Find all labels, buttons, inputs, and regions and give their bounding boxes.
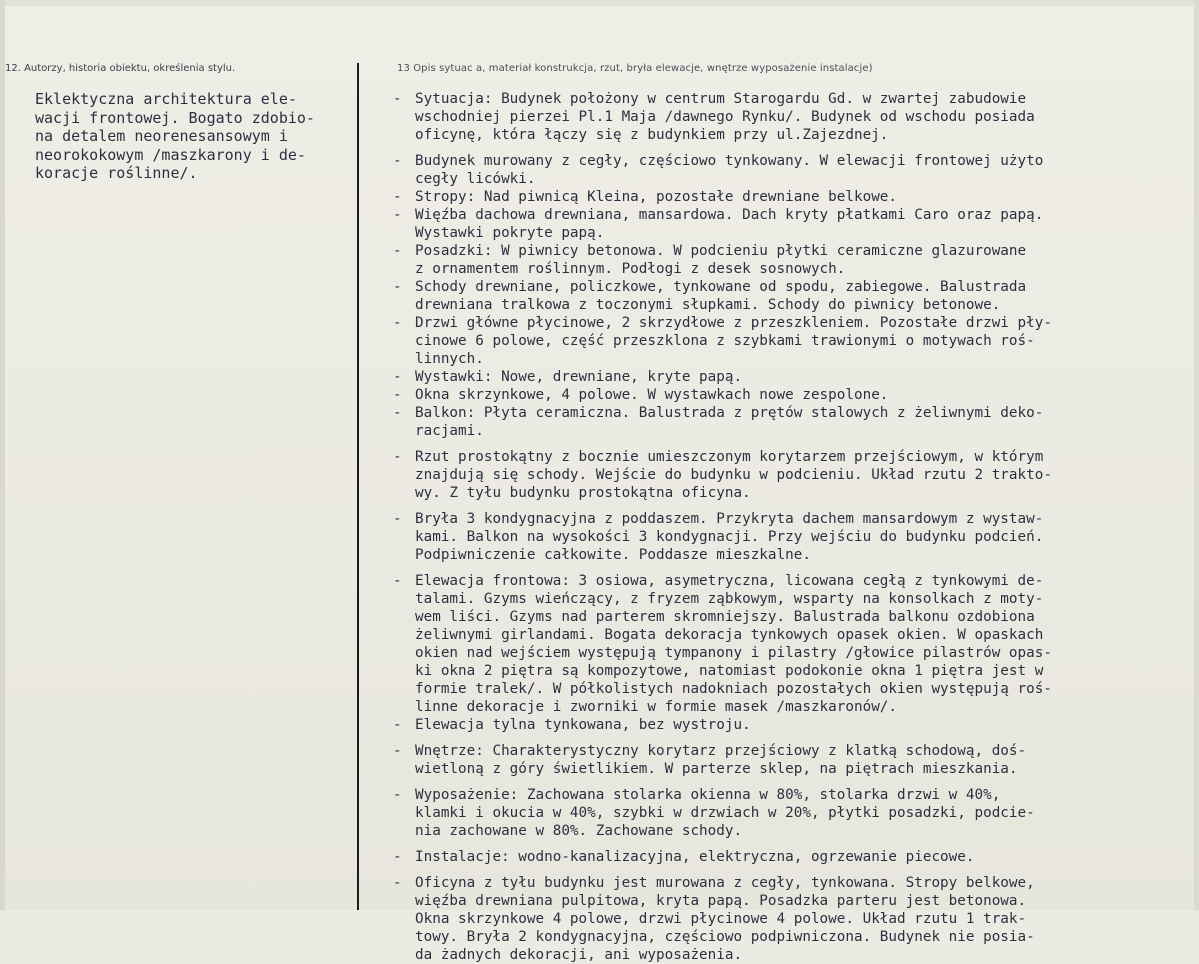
entry-spacer xyxy=(393,144,1183,152)
entry-spacer xyxy=(393,840,1183,848)
entry-dash: - xyxy=(393,875,402,891)
entry-dash: - xyxy=(393,315,402,331)
entry-spacer xyxy=(393,734,1183,742)
entry-text: Elewacja frontowa: 3 osiowa, asymetryczna, licowana cegłą z tynkowymi de- talami. Gzyms wieńczący, z fryzem ząbkowym, wsparty na konsolkach z moty- wem liści. Gzyms nad parterem skromniejszy. Balustrada balkonu ozdobiona żeliwnymi girlandami. Bogata dekoracja tynkowych opasek okien. W opaskach okien nad wejściem występują tympanony i pilastry /głowice pilastrów opas- ki okna 2 piętra są kompozytowe, natomiast podokonie okna 1 piętra jest w formie tralek/. W półkolistych nadokniach pozostałych okien występują roś- linne dekoracje i zworniki w formie masek /maszkaronów/. xyxy=(415,573,1052,715)
entry-dash: - xyxy=(393,387,402,403)
description-entry xyxy=(393,448,1183,502)
entry-spacer xyxy=(393,564,1183,572)
entry-dash: - xyxy=(393,743,402,759)
entry-dash: - xyxy=(393,511,402,527)
entry-spacer xyxy=(393,866,1183,874)
paper-right-edge xyxy=(1194,0,1199,910)
entry-text: Okna skrzynkowe, 4 polowe. W wystawkach nowe zespolone. xyxy=(415,387,889,403)
entry-dash: - xyxy=(393,153,402,169)
description-entry xyxy=(393,206,1183,242)
entry-dash: - xyxy=(393,189,402,205)
entry-text: Oficyna z tyłu budynku jest murowana z cegły, tynkowana. Stropy belkowe, więźba drewniana pulpitowa, kryta papą. Posadzka parteru jest betonowa. Okna skrzynkowe 4 polowe, drzwi płycinowe 4 polowe. Układ rzutu 1 trak- towy. Bryła 2 kondygnacyjna, częściowo podpiwniczona. Budynek nie posia- da żadnych dekoracji, ani wyposażenia. xyxy=(415,875,1035,963)
description-entry xyxy=(393,386,1183,404)
description-entry xyxy=(393,314,1183,368)
description-entry xyxy=(393,90,1183,144)
entry-dash: - xyxy=(393,91,402,107)
entry-dash: - xyxy=(393,207,402,223)
entry-dash: - xyxy=(393,405,402,421)
description-entry xyxy=(393,874,1183,964)
entry-text: Posadzki: W piwnicy betonowa. W podcieniu płytki ceramiczne glazurowane z ornamentem roślinnym. Podłogi z desek sosnowych. xyxy=(415,243,1027,277)
description-entry xyxy=(393,716,1183,734)
entry-spacer xyxy=(393,502,1183,510)
paper-top-edge xyxy=(0,0,1199,6)
entry-dash: - xyxy=(393,369,402,385)
entry-dash: - xyxy=(393,243,402,259)
description-entry xyxy=(393,152,1183,188)
entry-text: Sytuacja: Budynek położony w centrum Starogardu Gd. w zwartej zabudowie wschodniej pierzei Pl.1 Maja /dawnego Rynku/. Budynek od wschodu posiada oficynę, która łączy się z budynkiem przy ul.Zajezdnej. xyxy=(415,91,1035,143)
entry-dash: - xyxy=(393,787,402,803)
entry-text: Balkon: Płyta ceramiczna. Balustrada z prętów stalowych z żeliwnymi deko- racjami. xyxy=(415,405,1044,439)
entry-text: Wystawki: Nowe, drewniane, kryte papą. xyxy=(415,369,743,385)
description-entry xyxy=(393,278,1183,314)
entry-text: Stropy: Nad piwnicą Kleina, pozostałe drewniane belkowe. xyxy=(415,189,898,205)
entry-spacer xyxy=(393,440,1183,448)
entry-dash: - xyxy=(393,573,402,589)
section-13-header: 13 Opis sytuac a, materiał konstrukcja, rzut, bryła elewacje, wnętrze wyposażenie instalacje) xyxy=(397,63,873,74)
description-entry xyxy=(393,786,1183,840)
entry-dash: - xyxy=(393,849,402,865)
description-entry xyxy=(393,572,1183,716)
entry-text: Więźba dachowa drewniana, mansardowa. Dach kryty płatkami Caro oraz papą. Wystawki pokryte papą. xyxy=(415,207,1044,241)
description-entry xyxy=(393,242,1183,278)
entry-text: Instalacje: wodno-kanalizacyjna, elektryczna, ogrzewanie piecowe. xyxy=(415,849,975,865)
column-divider xyxy=(357,63,359,910)
description-entry xyxy=(393,368,1183,386)
description-entry xyxy=(393,742,1183,778)
description-entry xyxy=(393,510,1183,564)
entry-spacer xyxy=(393,778,1183,786)
section-12-header: 12. Autorzy, historia obiektu, określenia stylu. xyxy=(5,63,236,74)
entry-text: Bryła 3 kondygnacyjna z poddaszem. Przykryta dachem mansardowym z wystaw- kami. Balkon na wysokości 3 kondygnacji. Przy wejściu do budynku podcień. Podpiwniczenie całkowite. Poddasze mieszkalne. xyxy=(415,511,1044,563)
entry-dash: - xyxy=(393,279,402,295)
entry-dash: - xyxy=(393,449,402,465)
entry-text: Wnętrze: Charakterystyczny korytarz przejściowy z klatką schodową, doś- wietloną z góry świetlikiem. W parterze sklep, na piętrach mieszkania. xyxy=(415,743,1027,777)
entry-text: Drzwi główne płycinowe, 2 skrzydłowe z przeszkleniem. Pozostałe drzwi pły- cinowe 6 polowe, część przeszklona z szybkami trawionymi o motywach roś- linnych. xyxy=(415,315,1052,367)
style-description: Eklektyczna architektura ele- wacji frontowej. Bogato zdobio- na detalem neorenesansowym i neorokokowym /maszkarony i de- koracje roślinne/. xyxy=(35,90,315,182)
entry-text: Rzut prostokątny z bocznie umieszczonym korytarzem przejściowym, w którym znajdują się schody. Wejście do budynku w podcieniu. Układ rzutu 2 trakto- wy. Z tyłu budynku prostokątna oficyna. xyxy=(415,449,1052,501)
description-entry xyxy=(393,848,1183,866)
entry-text: Elewacja tylna tynkowana, bez wystroju. xyxy=(415,717,751,733)
entry-text: Budynek murowany z cegły, częściowo tynkowany. W elewacji frontowej użyto cegły licówki. xyxy=(415,153,1044,187)
description-entry xyxy=(393,188,1183,206)
entry-text: Wyposażenie: Zachowana stolarka okienna w 80%, stolarka drzwi w 40%, klamki i okucia w 40%, szybki w drzwiach w 20%, płytki posadzki, podcie- nia zachowane w 80%. Zachowane schody. xyxy=(415,787,1035,839)
entry-text: Schody drewniane, policzkowe, tynkowane od spodu, zabiegowe. Balustrada drewniana tralkowa z toczonymi słupkami. Schody do piwnicy betonowe. xyxy=(415,279,1027,313)
paper-left-edge xyxy=(0,0,5,910)
building-description-list xyxy=(393,90,1183,964)
entry-dash: - xyxy=(393,717,402,733)
description-entry xyxy=(393,404,1183,440)
